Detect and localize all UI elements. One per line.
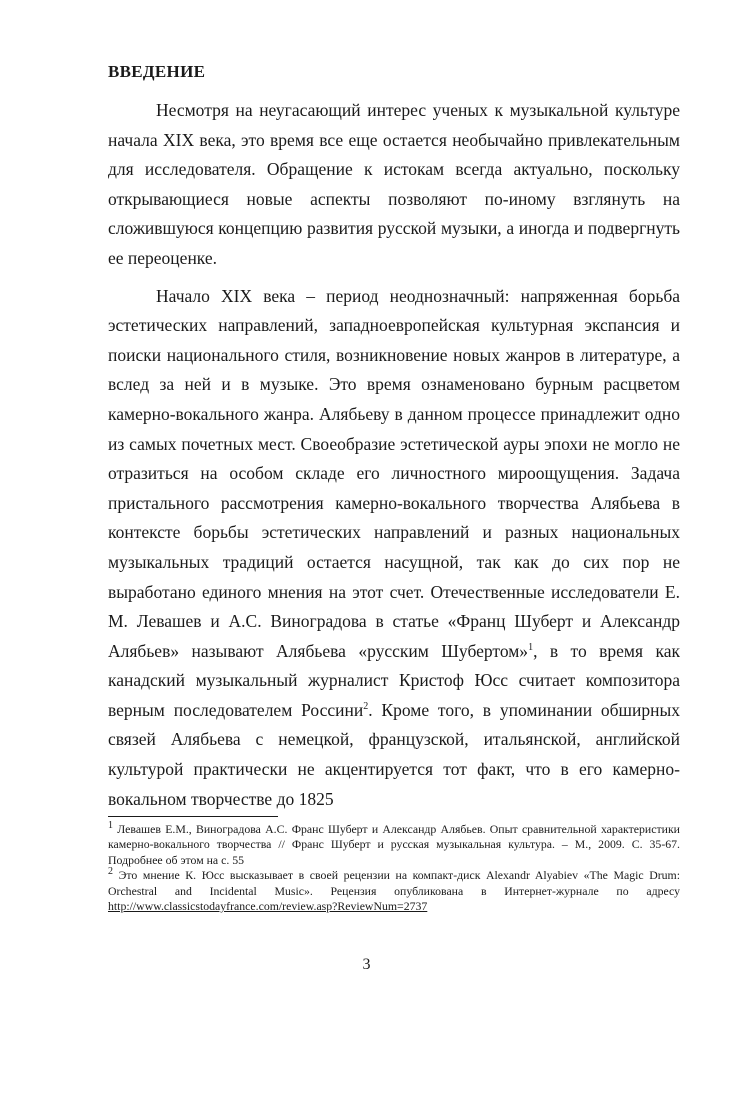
footnote-2	[108, 868, 680, 914]
footnote-1	[108, 822, 680, 868]
footnote-1-text: Левашев Е.М., Виноградова А.С. Франс Шуберт и Александр Алябьев. Опыт сравнительной характеристики камерно-вокального творчества // Франс Шуберт и русская музыкальная культура. – М., 2009. С. 35-67. Подробнее об этом на с. 55	[108, 822, 680, 867]
footnote-mark-1: 1	[108, 820, 113, 832]
paragraph-2-part-1: Начало XIX века – период неоднозначный: напряженная борьба эстетических направлений, западноевропейская культурная экспансия и поиски национального стиля, возникновение новых жанров в литературе, а вслед за ней и в музыке. Это время ознаменовано бурным расцветом камерно-вокального жанра. Алябьеву в данном процессе принадлежит одно из самых почетных мест. Своеобразие эстетической ауры эпохи не могло не отразиться на особом складе его личностного мироощущения. Задача пристального рассмотрения камерно-вокального творчества Алябьева в контексте борьбы эстетических направлений и разных национальных музыкальных традиций остается насущной, так как до сих пор не выработано единого мнения на этот счет. Отечественные исследователи Е. М. Левашев и А.С. Виноградова в статье «Франц Шуберт и Александр Алябьев» называют Алябьева «русским Шубертом»	[108, 285, 680, 661]
section-heading: ВВЕДЕНИЕ	[108, 62, 206, 81]
footnote-separator	[108, 816, 278, 817]
paragraph-2	[108, 282, 680, 815]
footnote-2-text: Это мнение К. Юсс высказывает в своей рецензии на компакт-диск Alexandr Alyabiev «The Magic Drum: Orchestral and Incidental Music». Рецензия опубликована в Интернет-журнале по адресу	[108, 868, 680, 898]
body-text	[108, 96, 680, 822]
footnote-2-link[interactable]: http://www.classicstodayfrance.com/review.asp?ReviewNum=2737	[108, 899, 428, 914]
footnote-ref-1[interactable]: 1	[528, 641, 534, 653]
paragraph-1: Несмотря на неугасающий интерес ученых к музыкальной культуре начала XIX века, это время все еще остается необычайно привлекательным для исследователя. Обращение к истокам всегда актуально, поскольку открывающиеся новые аспекты позволяют по-иному взглянуть на сложившуюся концепцию развития русской музыки, а иногда и подвергнуть ее переоценке.	[108, 100, 680, 268]
page-number: 3	[362, 956, 371, 973]
footnote-mark-2: 2	[108, 866, 113, 878]
footnote-ref-2[interactable]: 2	[363, 701, 369, 713]
paragraph-2-part-3: . Кроме того, в упоминании обширных связей Алябьева с немецкой, французской, итальянской, английской культурой практически не акцентируется тот факт, что в его камерно-вокальном творчестве до 1825	[108, 699, 680, 809]
footnotes	[108, 822, 680, 914]
paragraph-2-part-2: , в то время как канадский музыкальный журналист Кристоф Юсс считает композитора верным последователем Россини	[108, 640, 680, 720]
